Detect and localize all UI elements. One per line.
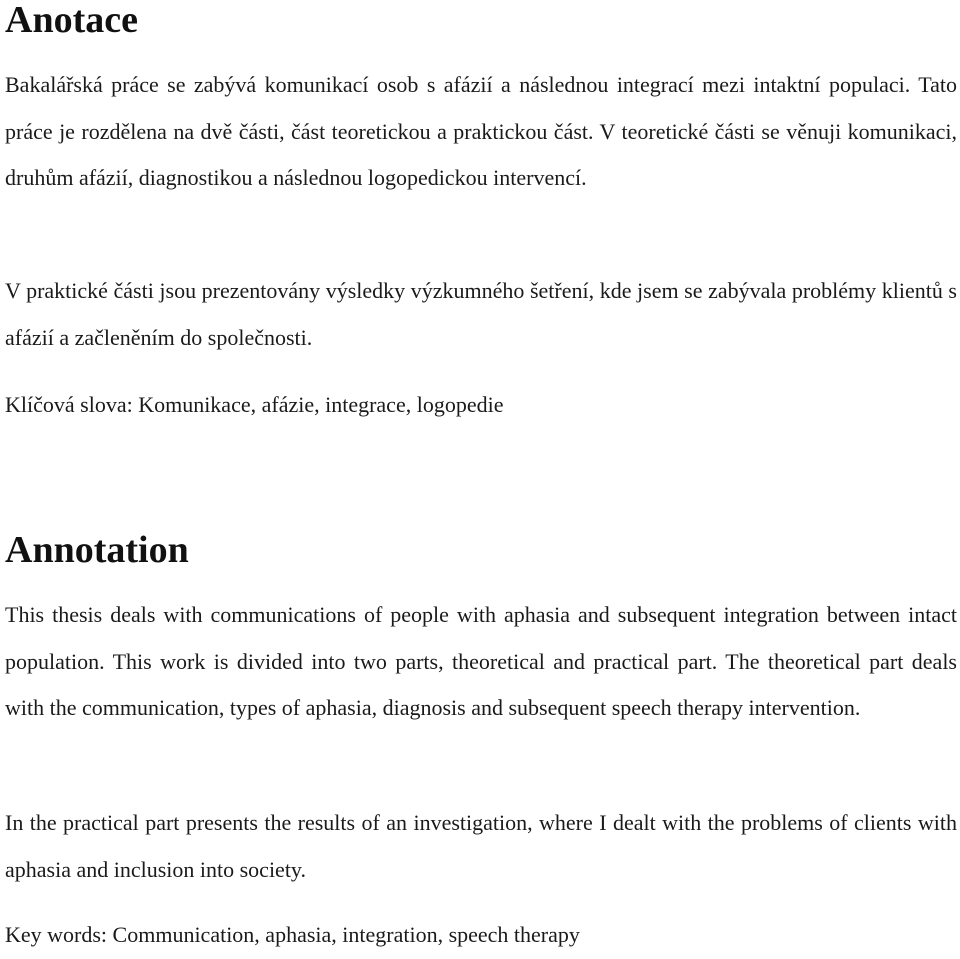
english-abstract-paragraph-2: [5, 800, 957, 893]
czech-abstract-paragraph-1: [5, 62, 957, 202]
czech-keywords-text: Klíčová slova: Komunikace, afázie, integrace, logopedie: [5, 392, 504, 417]
czech-abstract-paragraph-2: [5, 268, 957, 361]
english-abstract-paragraph-1: [5, 592, 957, 732]
english-abstract-text-2: In the practical part presents the results of an investigation, where I dealt with the problems of clients with aphasia and inclusion into society.: [5, 810, 957, 882]
czech-heading: Anotace: [5, 0, 138, 41]
english-keywords: [5, 912, 957, 959]
english-keywords-text: Key words: Communication, aphasia, integration, speech therapy: [5, 922, 580, 947]
czech-abstract-text-2: V praktické části jsou prezentovány výsledky výzkumného šetření, kde jsem se zabývala problémy klientů s afázií a začleněním do společnosti.: [5, 278, 957, 350]
english-abstract-text-1: This thesis deals with communications of people with aphasia and subsequent integration between intact population. This work is divided into two parts, theoretical and practical part. The theoretical part deals with the communication, types of aphasia, diagnosis and subsequent speech therapy intervention.: [5, 602, 957, 720]
czech-abstract-text-1: Bakalářská práce se zabývá komunikací osob s afázií a následnou integrací mezi intaktní populaci. Tato práce je rozdělena na dvě části, část teoretickou a praktickou část. V teoretické části se věnuji komunikaci, druhům afázií, diagnostikou a následnou logopedickou intervencí.: [5, 72, 957, 190]
czech-keywords: [5, 382, 957, 429]
english-heading: Annotation: [5, 529, 189, 571]
